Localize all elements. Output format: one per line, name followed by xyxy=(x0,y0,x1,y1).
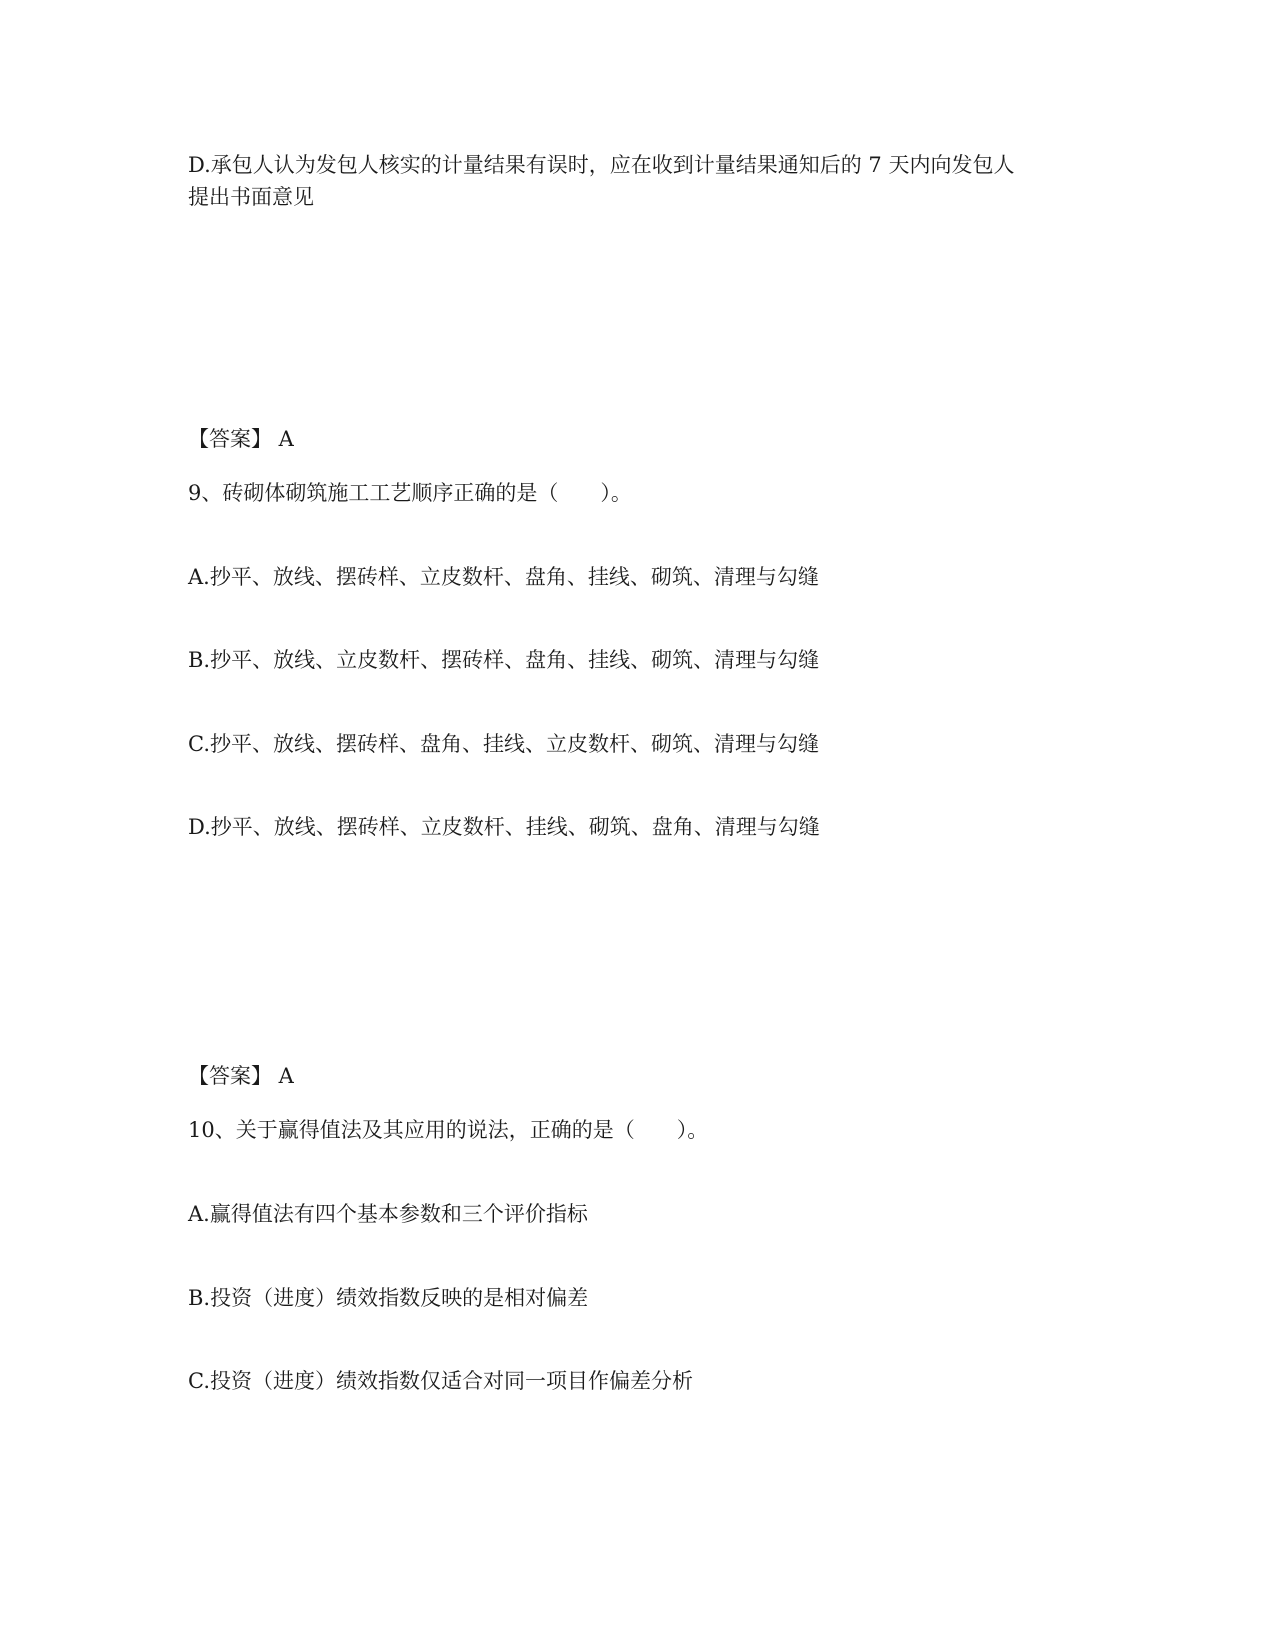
q10-option-b: B.投资（进度）绩效指数反映的是相对偏差 xyxy=(188,1286,589,1310)
q8-option-d-line2: 提出书面意见 xyxy=(188,185,314,209)
q9-option-b: B.抄平、放线、立皮数杆、摆砖样、盘角、挂线、砌筑、清理与勾缝 xyxy=(188,648,820,672)
answer-8: 【答案】 A xyxy=(188,427,294,451)
q9-option-c: C.抄平、放线、摆砖样、盘角、挂线、立皮数杆、砌筑、清理与勾缝 xyxy=(188,732,819,756)
q10-option-a: A.赢得值法有四个基本参数和三个评价指标 xyxy=(188,1202,588,1226)
q9-option-d: D.抄平、放线、摆砖样、立皮数杆、挂线、砌筑、盘角、清理与勾缝 xyxy=(188,815,820,839)
q10-option-c: C.投资（进度）绩效指数仅适合对同一项目作偏差分析 xyxy=(188,1369,693,1393)
q9-option-a: A.抄平、放线、摆砖样、立皮数杆、盘角、挂线、砌筑、清理与勾缝 xyxy=(188,565,819,589)
answer-9: 【答案】 A xyxy=(188,1064,294,1088)
q8-option-d-line1: D.承包人认为发包人核实的计量结果有误时，应在收到计量结果通知后的 7 天内向发包人 xyxy=(188,153,1015,177)
q10-stem: 10、关于赢得值法及其应用的说法，正确的是（ ）。 xyxy=(188,1118,709,1142)
q9-stem: 9、砖砌体砌筑施工工艺顺序正确的是（ ）。 xyxy=(188,481,632,505)
